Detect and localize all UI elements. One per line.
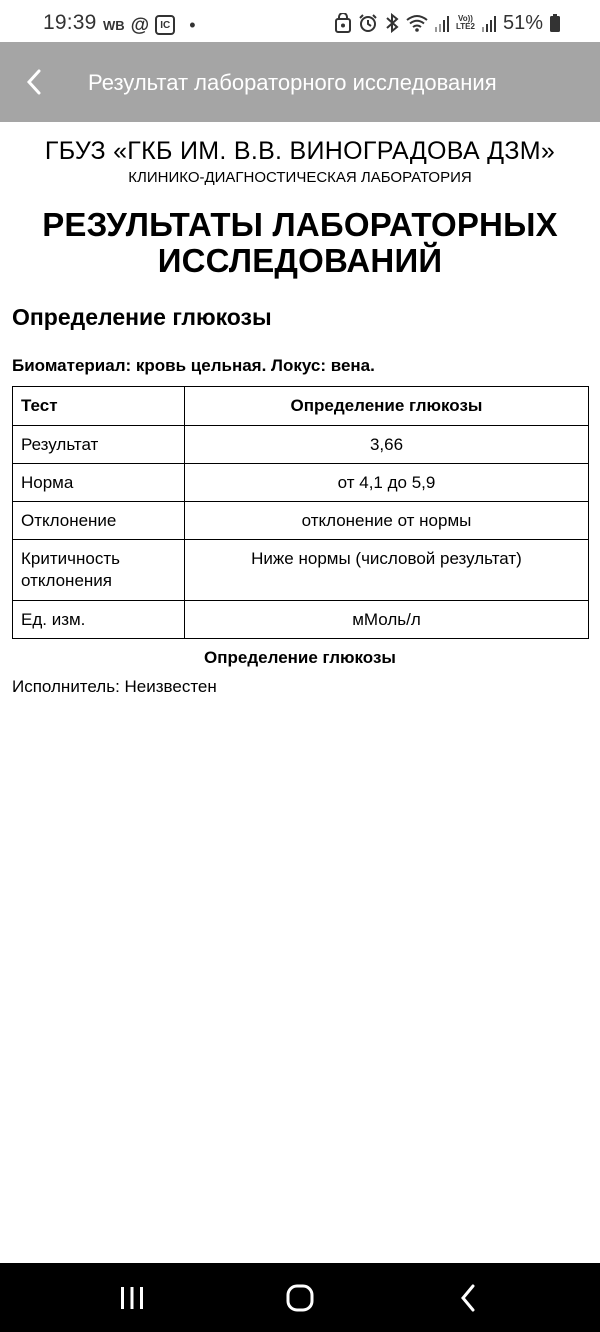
section-title: Определение глюкозы bbox=[12, 304, 272, 330]
table-row bbox=[13, 540, 589, 601]
back-button[interactable] bbox=[14, 62, 54, 102]
app-bar bbox=[0, 42, 600, 122]
organization-name: ГБУЗ «ГКБ ИМ. В.В. ВИНОГРАДОВА ДЗМ» bbox=[44, 137, 556, 165]
system-nav-bar bbox=[0, 1263, 600, 1332]
status-bar bbox=[0, 0, 600, 42]
notification-icons bbox=[103, 12, 196, 38]
volte-icon: Vo)) LTE2 bbox=[456, 14, 475, 31]
back-icon bbox=[459, 1284, 477, 1312]
table-cell-value: от 4,1 до 5,9 bbox=[185, 464, 589, 502]
status-time: 19:39 bbox=[43, 11, 97, 34]
recent-apps-button[interactable] bbox=[110, 1281, 154, 1315]
signal-icon-2 bbox=[482, 14, 496, 32]
biomaterial-info: Биоматериал: кровь цельная. Локус: вена. bbox=[12, 356, 375, 375]
laboratory-name: КЛИНИКО-ДИАГНОСТИЧЕСКАЯ ЛАБОРАТОРИЯ bbox=[128, 169, 472, 186]
document-title-line2: ИССЛЕДОВАНИЙ bbox=[157, 242, 443, 279]
document-title bbox=[0, 207, 600, 279]
table-row bbox=[13, 502, 589, 540]
table-header-cell: Определение глюкозы bbox=[185, 387, 589, 426]
battery-percent: 51% bbox=[502, 11, 543, 34]
wb-icon: WB bbox=[103, 17, 125, 33]
table-cell-label: Результат bbox=[13, 426, 185, 464]
nav-back-button[interactable] bbox=[446, 1281, 490, 1315]
alarm-icon bbox=[358, 13, 378, 33]
table-header-row bbox=[13, 387, 589, 426]
bluetooth-icon bbox=[385, 13, 399, 33]
system-icons bbox=[335, 10, 560, 36]
table-cell-value: 3,66 bbox=[185, 426, 589, 464]
nfc-lock-icon bbox=[335, 13, 351, 33]
executor-info: Исполнитель: Неизвестен bbox=[12, 677, 217, 696]
table-cell-label: Отклонение bbox=[13, 502, 185, 540]
table-header-cell: Тест bbox=[13, 387, 185, 426]
table-row bbox=[13, 426, 589, 464]
battery-icon bbox=[550, 14, 560, 32]
more-notifications-icon: • bbox=[189, 15, 196, 35]
home-button[interactable] bbox=[278, 1281, 322, 1315]
table-cell-label: Критичность отклонения bbox=[13, 540, 185, 601]
table-row bbox=[13, 601, 589, 639]
table-cell-value: мМоль/л bbox=[185, 601, 589, 639]
app-notification-icon: IC bbox=[155, 15, 175, 35]
home-icon bbox=[286, 1284, 314, 1312]
email-icon: @ bbox=[130, 14, 150, 36]
wifi-icon bbox=[406, 14, 428, 32]
recent-apps-icon bbox=[119, 1286, 145, 1310]
page-title: Результат лабораторного исследования bbox=[88, 70, 497, 95]
table-cell-label: Ед. изм. bbox=[13, 601, 185, 639]
table-cell-value: отклонение от нормы bbox=[185, 502, 589, 540]
chevron-left-icon bbox=[24, 68, 44, 96]
document-title-line1: РЕЗУЛЬТАТЫ ЛАБОРАТОРНЫХ bbox=[42, 206, 558, 243]
table-row bbox=[13, 464, 589, 502]
footer-test-title: Определение глюкозы bbox=[204, 648, 396, 667]
signal-icon-1 bbox=[435, 14, 449, 32]
table-cell-label: Норма bbox=[13, 464, 185, 502]
results-table bbox=[12, 386, 589, 639]
table-cell-value: Ниже нормы (числовой результат) bbox=[185, 540, 589, 601]
